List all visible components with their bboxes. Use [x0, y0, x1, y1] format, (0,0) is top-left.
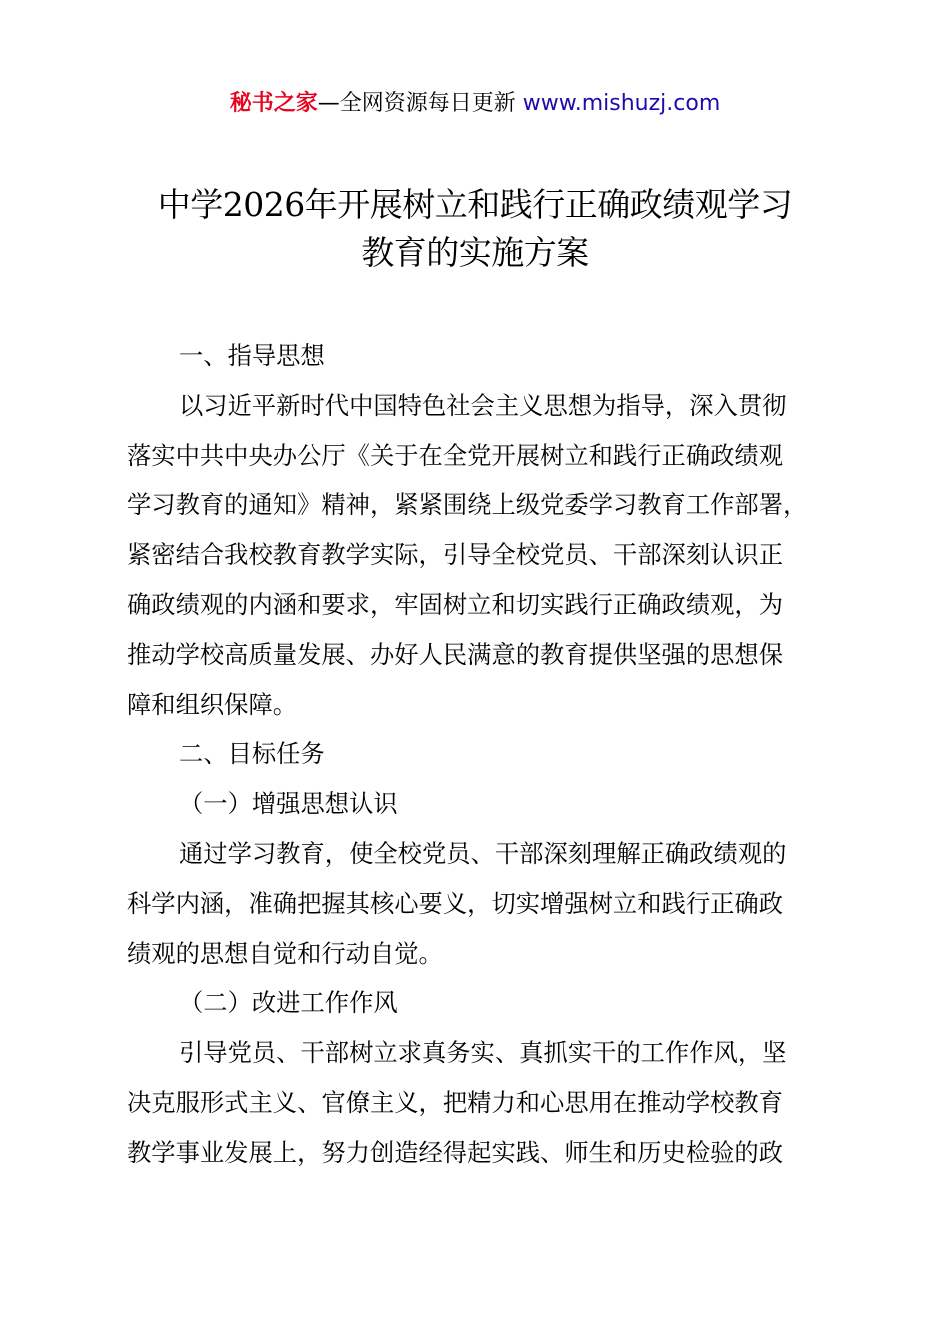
paragraph-line: 科学内涵，准确把握其核心要义，切实增强树立和践行正确政 [127, 888, 784, 918]
paragraph-guiding-thought [127, 381, 847, 730]
paragraph-line: 学习教育的通知》精神，紧紧围绕上级党委学习教育工作部署， [127, 490, 808, 520]
paragraph-line: 推动学校高质量发展、办好人民满意的教育提供坚强的思想保 [127, 639, 784, 669]
document-title [120, 181, 830, 277]
brand-name: 秘书之家 [229, 91, 318, 116]
site-header [0, 86, 950, 122]
subsection-heading-awareness: （一）增强思想认识 [179, 789, 398, 819]
paragraph-line: 障和组织保障。 [127, 689, 298, 719]
paragraph-work-style [127, 1028, 847, 1177]
document-body [127, 331, 847, 1178]
title-line-2: 教育的实施方案 [361, 233, 589, 272]
section-heading-guiding-thought: 一、指导思想 [179, 341, 325, 370]
site-url-link[interactable]: www.mishuzj.com [522, 91, 721, 116]
subsection-heading-work-style: （二）改进工作作风 [179, 988, 398, 1018]
paragraph-line: 教学事业发展上，努力创造经得起实践、师生和历史检验的政 [127, 1137, 784, 1167]
paragraph-line: 引导党员、干部树立求真务实、真抓实干的工作作风，坚 [179, 1038, 787, 1068]
paragraph-line: 确政绩观的内涵和要求，牢固树立和切实践行正确政绩观，为 [127, 589, 784, 619]
header-tagline: —全网资源每日更新 [317, 91, 523, 116]
paragraph-line: 绩观的思想自觉和行动自觉。 [127, 938, 443, 968]
paragraph-line: 通过学习教育，使全校党员、干部深刻理解正确政绩观的 [179, 838, 787, 868]
section-heading-goals: 二、目标任务 [179, 739, 325, 769]
paragraph-line: 落实中共中央办公厅《关于在全党开展树立和践行正确政绩观 [127, 440, 784, 470]
paragraph-line: 紧密结合我校教育教学实际，引导全校党员、干部深刻认识正 [127, 540, 784, 570]
paragraph-awareness [127, 829, 847, 978]
paragraph-line: 以习近平新时代中国特色社会主义思想为指导，深入贯彻 [179, 390, 787, 420]
title-line-1: 中学2026年开展树立和践行正确政绩观学习 [157, 185, 793, 224]
paragraph-line: 决克服形式主义、官僚主义，把精力和心思用在推动学校教育 [127, 1087, 784, 1117]
